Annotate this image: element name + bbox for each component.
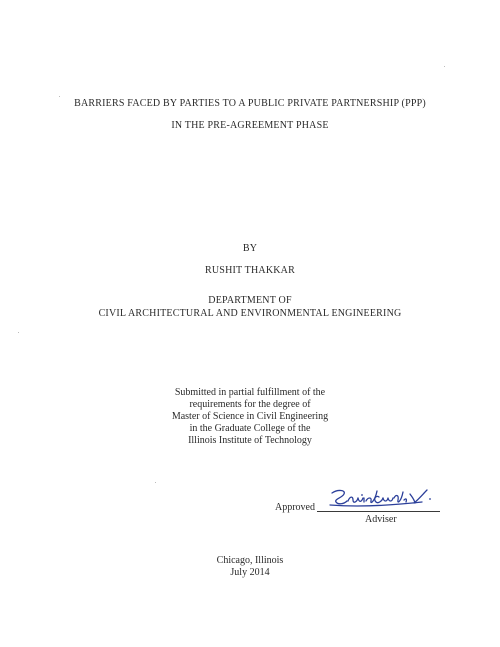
- thesis-title-line-1: BARRIERS FACED BY PARTIES TO A PUBLIC PRIVATE PARTNERSHIP (PPP): [74, 98, 426, 109]
- adviser-signature: [326, 485, 436, 511]
- by-label: BY: [242, 243, 258, 254]
- signature-line: [317, 511, 440, 512]
- scan-speck: [444, 66, 445, 67]
- place: Chicago, Illinois: [216, 555, 284, 566]
- author-name: RUSHIT THAKKAR: [205, 265, 295, 276]
- adviser-label: Adviser: [365, 514, 397, 525]
- submission-line-5: Illinois Institute of Technology: [188, 435, 312, 446]
- scan-speck: [18, 332, 19, 333]
- thesis-title-line-2: IN THE PRE-AGREEMENT PHASE: [171, 120, 329, 131]
- scan-speck: [59, 96, 60, 97]
- submission-line-4: in the Graduate College of the: [189, 423, 311, 434]
- department-label: DEPARTMENT OF: [208, 295, 292, 306]
- scan-speck: [155, 482, 156, 483]
- submission-line-1: Submitted in partial fulfillment of the: [174, 387, 326, 398]
- department-name: CIVIL ARCHITECTURAL AND ENVIRONMENTAL ENGINEERING: [98, 308, 402, 319]
- submission-line-3: Master of Science in Civil Engineering: [171, 411, 329, 422]
- date: July 2014: [230, 567, 270, 578]
- submission-line-2: requirements for the degree of: [189, 399, 311, 410]
- approved-label: Approved: [275, 502, 315, 513]
